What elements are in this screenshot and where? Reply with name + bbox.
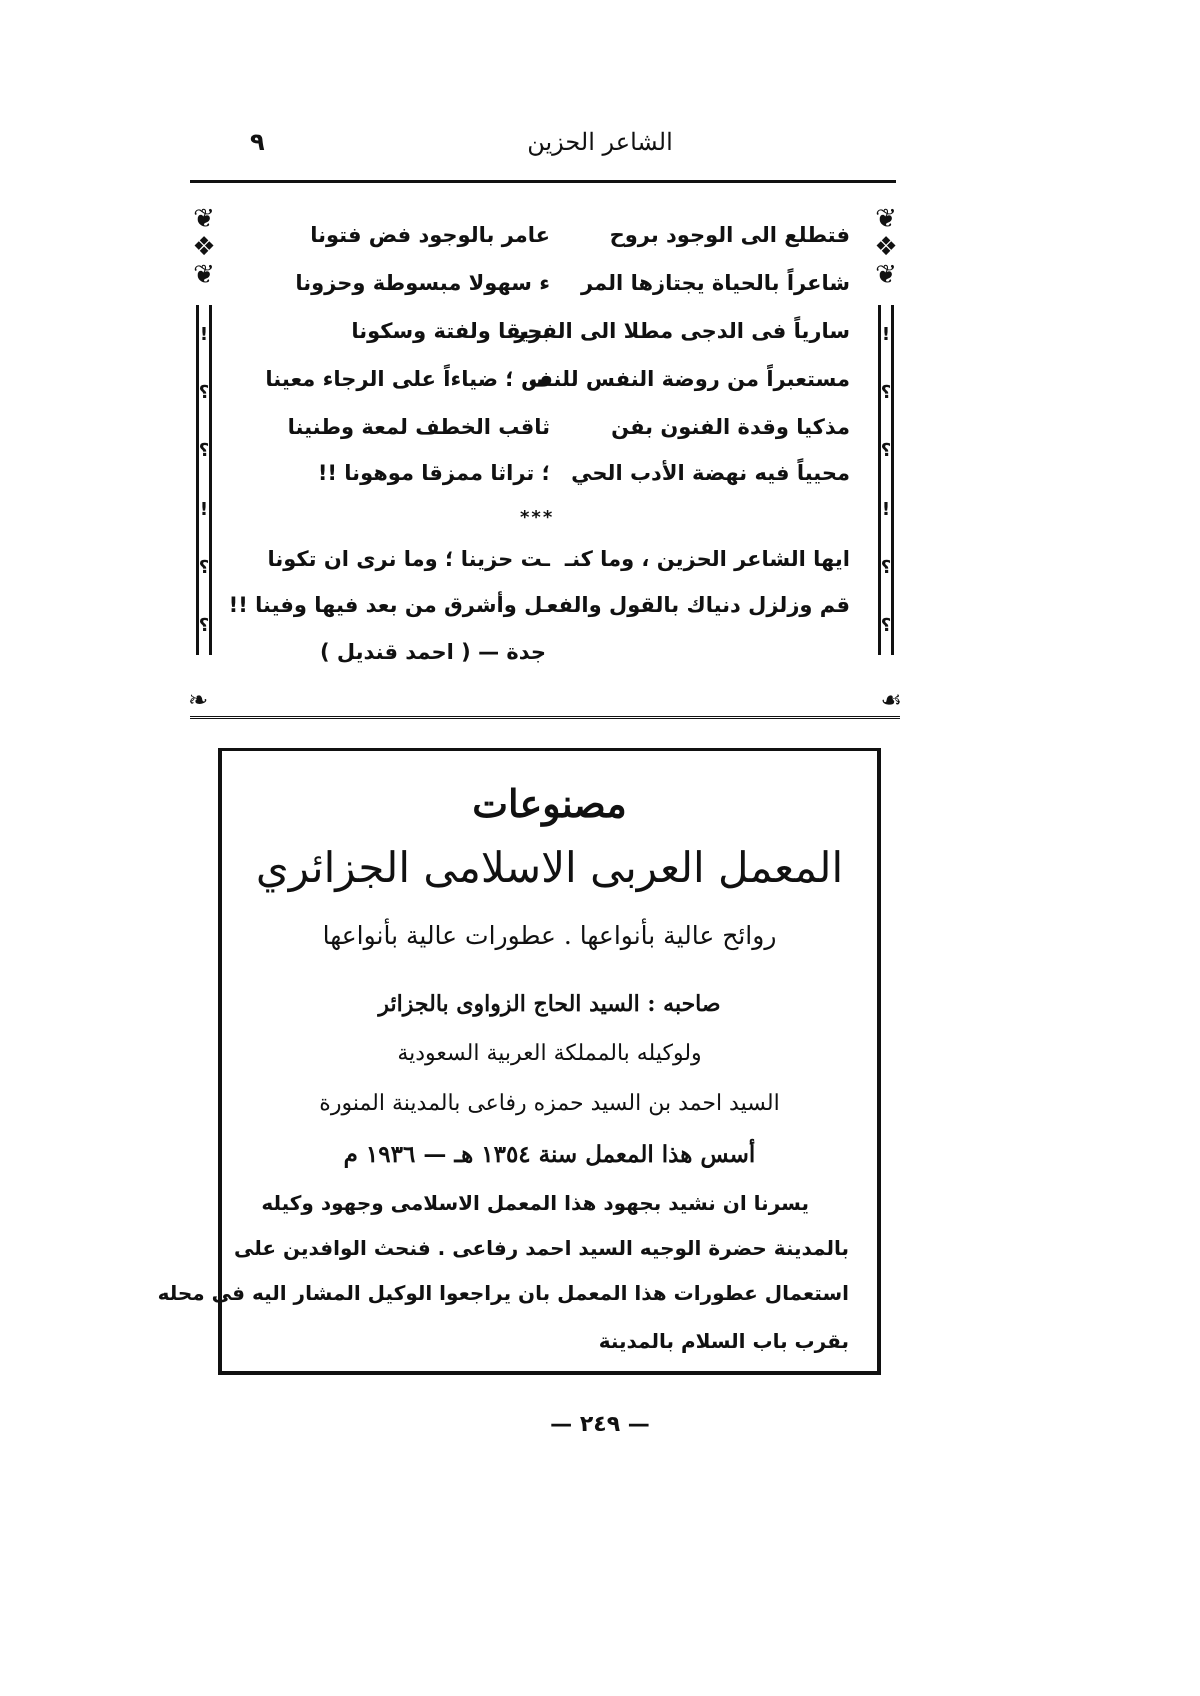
verse-first-hemistich: مستعبراً من روضة النفس للنف (528, 367, 850, 391)
ad-agent: السيد احمد بن السيد حمزه رفاعى بالمدينة المنورة (319, 1091, 780, 1116)
verse-second-hemistich: ـل وأشرق من بعد فيها وفينا !! (228, 593, 550, 617)
ad-company-name: المعمل العربى الاسلامى الجزائري (255, 843, 844, 892)
verse (240, 367, 850, 417)
side-mark: ؟ (198, 440, 210, 462)
scroll-ornament-icon: ☙ (880, 686, 902, 714)
flower-ornament-icon: ❦ (193, 204, 215, 234)
ad-paragraph-line: بقرب باب السلام بالمدينة (598, 1329, 849, 1353)
ad-founded: أسس هذا المعمل سنة ١٣٥٤ هـ — ١٩٣٦ م (343, 1141, 756, 1168)
side-mark: ! (199, 323, 209, 345)
verse-second-hemistich: س ؛ ضياءاً على الرجاء معينا (265, 367, 550, 391)
verse-first-hemistich: فتطلع الى الوجود بروح (609, 223, 850, 247)
bell-ornament-icon: ❦ (193, 260, 215, 290)
right-ornament-column (872, 205, 900, 695)
verse-second-hemistich: ثاقب الخطف لمعة وطنينا (287, 415, 550, 439)
verse-second-hemistich: ؛ تراثا ممزقا موهونا !! (317, 461, 550, 485)
verse-first-hemistich: محيياً فيه نهضة الأدب الحي (571, 461, 850, 485)
verse-first-hemistich: مذكيا وقدة الفنون بفن (611, 415, 850, 439)
ad-heading: مصنوعات (472, 781, 627, 826)
stanza-separator: *** (520, 507, 555, 528)
side-mark: ؟ (880, 440, 892, 462)
diamond-ornament-icon: ❖ (874, 232, 898, 262)
flower-ornament-icon: ❦ (875, 204, 897, 234)
verse-second-hemistich: ء سهولا مبسوطة وحزونا (295, 271, 550, 295)
verse (240, 461, 850, 511)
side-mark: ! (881, 498, 891, 520)
diamond-ornament-icon: ❖ (192, 232, 216, 262)
verse (240, 319, 850, 369)
verse-first-hemistich: شاعراً بالحياة يجتازها المر (581, 271, 850, 295)
side-mark: ؟ (880, 381, 892, 403)
bell-ornament-icon: ❦ (875, 260, 897, 290)
poem-frame (190, 205, 900, 715)
ad-paragraph-line: يسرنا ان نشيد بجهود هذا المعمل الاسلامى وجهود وكيله (261, 1191, 809, 1215)
left-ornament-column (190, 205, 218, 695)
verse (240, 271, 850, 321)
poem-signature: جدة — ( احمد قنديل ) (320, 640, 547, 664)
header-page-number: ٩ (250, 128, 265, 156)
verse-first-hemistich: ايها الشاعر الحزين ، وما كنـ (564, 547, 850, 571)
ad-paragraph-line: بالمدينة حضرة الوجيه السيد احمد رفاعى . فنحث الوافدين على (233, 1236, 849, 1260)
ad-tagline: روائح عالية بأنواعها . عطورات عالية بأنواعها (322, 921, 777, 950)
side-mark: ؟ (198, 615, 210, 637)
ad-agent-label: ولوكيله بالمملكة العربية السعودية (397, 1041, 702, 1066)
verse-first-hemistich: قم وزلزل دنياك بالقول والفعـ (539, 593, 850, 617)
side-mark: ؟ (198, 556, 210, 578)
side-mark: ! (881, 323, 891, 345)
verse-first-hemistich: سارياً فى الدجى مطلا الى الفجر (514, 319, 850, 343)
side-mark: ؟ (880, 556, 892, 578)
verse (228, 593, 850, 643)
advertisement-box (157, 748, 881, 1375)
verse (240, 223, 850, 273)
page-number: — ٢٤٩ — (550, 1412, 650, 1437)
header-rule (190, 180, 896, 183)
verse-second-hemistich: بريقا ولفتة وسكونا (351, 319, 550, 343)
verse (240, 547, 850, 597)
ad-owner: صاحبه : السيد الحاج الزواوى بالجزائر (378, 991, 721, 1017)
ad-paragraph-line: استعمال عطورات هذا المعمل بان يراجعوا الوكيل المشار اليه فى محله (157, 1281, 849, 1305)
verse (240, 415, 850, 465)
side-mark: ! (199, 498, 209, 520)
running-title: الشاعر الحزين (527, 128, 673, 156)
side-mark: ؟ (880, 615, 892, 637)
scroll-ornament-icon: ❧ (188, 686, 209, 714)
verse-second-hemistich: عامر بالوجود فض فتونا (310, 223, 550, 247)
side-mark: ؟ (198, 381, 210, 403)
verse-second-hemistich: ـت حزينا ؛ وما نرى ان تكونا (267, 547, 550, 571)
poem-frame-bottom-border (188, 686, 902, 719)
